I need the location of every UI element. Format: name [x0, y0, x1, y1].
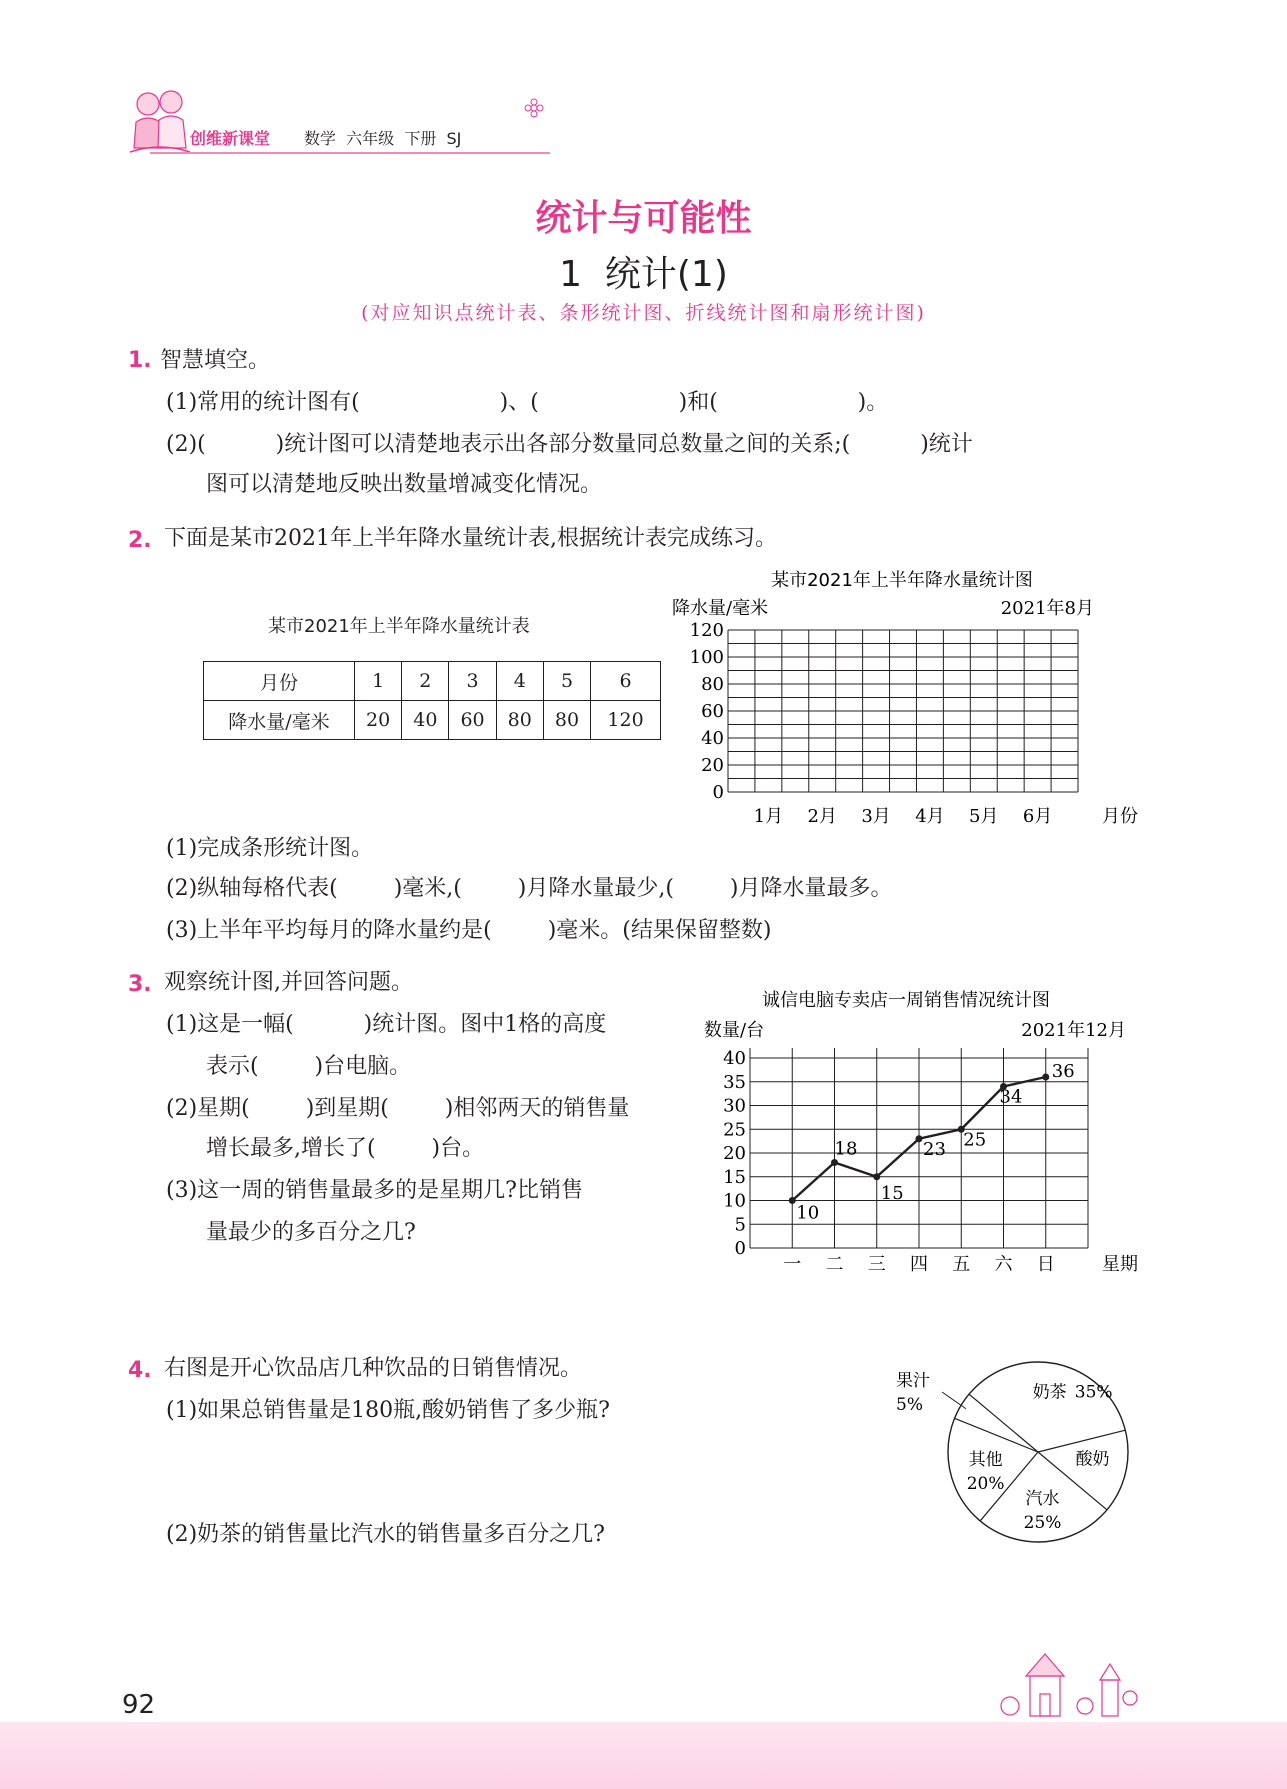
data-label: 10 [796, 1202, 820, 1224]
lesson-subtitle: (对应知识点统计表、条形统计图、折线统计图和扇形统计图) [361, 302, 926, 324]
q1-stem: 智慧填空。 [160, 348, 271, 373]
y-tick-label: 100 [689, 647, 724, 668]
data-label: 36 [1051, 1061, 1075, 1082]
x-tick-label: 5月 [969, 806, 999, 827]
x-tick-label: 6月 [1022, 806, 1053, 827]
q2-number: 2. [128, 528, 152, 553]
footer-band [0, 1722, 1287, 1789]
slice-percent-label: 25% [1023, 1512, 1062, 1533]
slice-boundary [969, 1394, 1038, 1452]
q3-number: 3. [128, 972, 152, 997]
slice-name-label: 果汁 [896, 1371, 930, 1391]
data-point [1042, 1074, 1049, 1081]
unit-title: 统计与可能性 [535, 198, 752, 239]
q3-part1-line1: (1)这是一幅( )统计图。图中1格的高度 [166, 1012, 607, 1037]
x-tick-label: 1月 [753, 806, 784, 827]
q2-part1: (1)完成条形统计图。 [166, 836, 374, 861]
y-axis-label: 数量/台 [704, 1020, 765, 1041]
x-tick-label: 3月 [861, 806, 891, 827]
slice-name-label: 汽水 [1025, 1488, 1060, 1509]
data-label: 23 [923, 1138, 946, 1160]
y-tick-label: 5 [734, 1214, 746, 1236]
table-header-cell: 2 [402, 662, 449, 701]
y-tick-label: 25 [723, 1119, 746, 1141]
table-cell: 40 [402, 701, 449, 740]
data-point [789, 1197, 796, 1204]
x-tick-label: 4月 [915, 806, 945, 827]
data-label: 15 [880, 1182, 904, 1204]
x-tick-label: 日 [1036, 1254, 1055, 1275]
course-info: 数学 六年级 下册 SJ [304, 129, 462, 148]
data-label: 25 [963, 1129, 987, 1151]
q4-stem: 右图是开心饮品店几种饮品的日销售情况。 [164, 1356, 583, 1381]
q1-part2-line1: (2)( )统计图可以清楚地表示出各部分数量同总数量之间的关系;( )统计 [166, 432, 973, 457]
x-tick-label: 三 [867, 1254, 886, 1275]
rainfall-bar-chart [660, 560, 1138, 830]
data-label: 18 [834, 1138, 858, 1160]
q4-number: 4. [128, 1358, 152, 1383]
data-point [831, 1159, 838, 1166]
data-point [873, 1173, 880, 1180]
q3-part3-line2: 量最少的多百分之几? [206, 1220, 416, 1245]
q4-part2: (2)奶茶的销售量比汽水的销售量多百分之几? [166, 1522, 605, 1547]
y-tick-label: 40 [723, 1048, 746, 1069]
sales-line-chart [690, 982, 1138, 1275]
rainfall-table [203, 661, 661, 740]
table-header-cell: 6 [591, 662, 661, 701]
y-tick-label: 10 [723, 1190, 746, 1212]
chart-date: 2021年8月 [1000, 598, 1094, 619]
x-axis-label: 星期 [1102, 1254, 1138, 1275]
x-tick-label: 五 [952, 1254, 971, 1275]
flower-ornament-icon [524, 98, 544, 118]
data-point [916, 1135, 923, 1142]
q1-number: 1. [128, 348, 152, 373]
table-cell: 80 [543, 701, 590, 740]
y-tick-label: 60 [701, 701, 724, 722]
x-tick-label: 六 [994, 1254, 1013, 1275]
y-tick-label: 0 [734, 1238, 746, 1259]
slice-boundary [955, 1418, 1038, 1452]
y-axis-label: 降水量/毫米 [672, 598, 769, 619]
y-tick-label: 20 [701, 755, 724, 776]
table-header-cell: 3 [449, 662, 496, 701]
table-header-cell: 1 [355, 662, 402, 701]
y-tick-label: 30 [723, 1095, 746, 1117]
x-tick-label: 一 [783, 1254, 802, 1275]
lesson-title: 1 统计(1) [559, 254, 728, 295]
x-axis-label: 月份 [1102, 806, 1138, 827]
q1-part1: (1)常用的统计图有( )、( )和( )。 [166, 390, 889, 415]
table-cell: 60 [449, 701, 496, 740]
leader-line [942, 1392, 966, 1409]
table-cell: 降水量/毫米 [204, 701, 355, 740]
table-cell: 120 [591, 701, 661, 740]
header-underline [150, 152, 550, 154]
y-tick-label: 35 [723, 1071, 746, 1093]
rainfall-table-title: 某市2021年上半年降水量统计表 [268, 616, 530, 637]
q3-part2-line1: (2)星期( )到星期( )相邻两天的销售量 [166, 1096, 630, 1121]
page-number: 92 [122, 1690, 156, 1720]
x-tick-label: 二 [825, 1254, 844, 1275]
chart-title: 诚信电脑专卖店一周销售情况统计图 [762, 990, 1050, 1011]
q2-part2: (2)纵轴每格代表( )毫米,( )月降水量最少,( )月降水量最多。 [166, 876, 893, 901]
slice-name-label: 酸奶 [1075, 1449, 1110, 1470]
brand-name: 创维新课堂 [190, 129, 271, 148]
slice-percent-label: 35% [1074, 1382, 1113, 1403]
q2-part3: (3)上半年平均每月的降水量约是( )毫米。(结果保留整数) [166, 918, 772, 943]
slice-percent-label: 5% [896, 1395, 923, 1415]
q3-part3-line1: (3)这一周的销售量最多的是星期几?比销售 [166, 1178, 583, 1203]
y-tick-label: 15 [723, 1166, 746, 1188]
q3-part1-line2: 表示( )台电脑。 [206, 1054, 412, 1079]
slice-name-label: 奶茶 [1032, 1382, 1067, 1403]
q3-stem: 观察统计图,并回答问题。 [164, 970, 413, 995]
table-cell: 20 [355, 701, 402, 740]
header-cartoon-children [126, 86, 194, 156]
y-tick-label: 0 [712, 782, 724, 803]
x-tick-label: 四 [910, 1254, 928, 1275]
q2-stem: 下面是某市2021年上半年降水量统计表,根据统计表完成练习。 [164, 526, 777, 551]
y-tick-label: 20 [723, 1143, 746, 1164]
y-tick-label: 80 [701, 674, 724, 695]
table-row [204, 701, 661, 740]
y-tick-label: 120 [689, 620, 724, 641]
slice-name-label: 其他 [968, 1450, 1003, 1471]
chart-date: 2021年12月 [1021, 1020, 1126, 1041]
table-row [204, 662, 661, 701]
q3-part2-line2: 增长最多,增长了( )台。 [206, 1136, 485, 1161]
q1-part2-line2: 图可以清楚地反映出数量增减变化情况。 [206, 472, 603, 497]
q4-part1: (1)如果总销售量是180瓶,酸奶销售了多少瓶? [166, 1398, 610, 1423]
table-header-cell: 5 [543, 662, 590, 701]
table-header-cell: 4 [496, 662, 543, 701]
chart-title: 某市2021年上半年降水量统计图 [771, 570, 1033, 591]
slice-percent-label: 20% [966, 1474, 1005, 1495]
drinks-pie-chart [880, 1350, 1140, 1550]
y-tick-label: 40 [701, 728, 724, 749]
data-label: 34 [999, 1086, 1023, 1108]
table-cell: 80 [496, 701, 543, 740]
castle-illustration [990, 1650, 1140, 1718]
x-tick-label: 2月 [807, 806, 837, 827]
table-header-cell: 月份 [204, 662, 355, 701]
